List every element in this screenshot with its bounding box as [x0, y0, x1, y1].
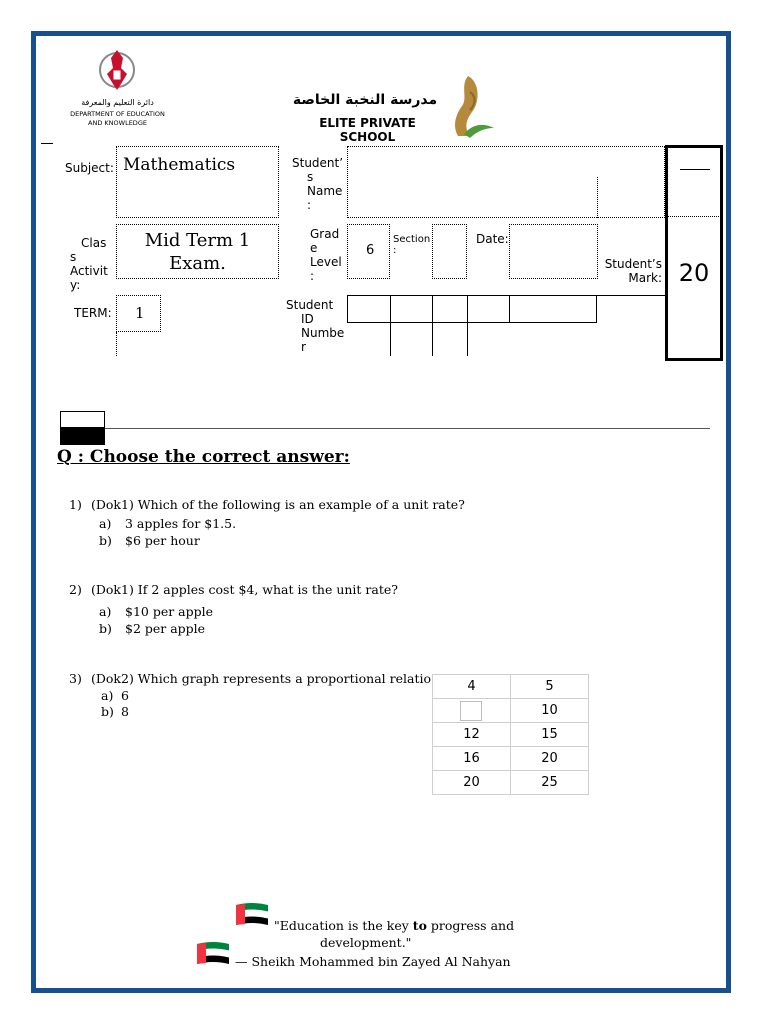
adek-english-line1: DEPARTMENT OF EDUCATION [70, 110, 165, 118]
section-field[interactable] [432, 224, 467, 279]
list-item[interactable]: a) 3 apples for $1.5. [99, 516, 237, 531]
uae-flag-icon [234, 901, 270, 927]
mark-fraction-line [680, 169, 710, 170]
table-row: 10 [433, 699, 589, 723]
table-row: 16 20 [433, 747, 589, 771]
adek-logo [60, 44, 175, 134]
falcon-emblem-icon [97, 44, 137, 96]
question-text: 1) (Dok1) Which of the following is an example of a unit rate? [69, 497, 465, 512]
name-field-divider [597, 177, 598, 218]
section-title: Q : Choose the correct answer: [57, 447, 350, 467]
subject-value: Mathematics [123, 155, 236, 175]
subject-label: Subject: [65, 161, 114, 175]
term-value: 1 [135, 304, 145, 322]
term-field-tail [116, 332, 117, 356]
term-label: TERM: [74, 306, 112, 320]
date-label: Date: [476, 232, 509, 246]
student-name-label: Student’ s Name : [292, 156, 344, 212]
uae-flag-icon [195, 940, 231, 966]
mark-row-line [597, 295, 665, 296]
date-field[interactable] [509, 224, 598, 279]
subject-field [116, 146, 279, 218]
grade-level-value: 6 [366, 243, 375, 258]
question-1 [69, 497, 669, 548]
class-activity-value-line1: Mid Term 1 [144, 230, 251, 251]
section-marker [60, 411, 105, 445]
student-id-label: Student ID Numbe r [286, 298, 345, 354]
grade-level-label: Grad e Level : [310, 227, 342, 283]
table-row: 4 5 [433, 675, 589, 699]
school-english-name: ELITE PRIVATE SCHOOL [319, 116, 416, 144]
student-mark-value: 20 [678, 259, 710, 287]
quote-line-2: development." [320, 935, 412, 950]
question-3 [69, 671, 432, 719]
table-row: 20 25 [433, 771, 589, 795]
school-logo [290, 70, 505, 144]
class-activity-value-line2: Exam. [169, 253, 226, 274]
list-item[interactable]: b) 8 [101, 704, 129, 719]
list-item[interactable]: a) 6 [101, 688, 129, 703]
question-2 [69, 582, 669, 636]
class-activity-label: Clas s Activit y: [70, 236, 108, 292]
student-mark-label: Student’s Mark: [604, 257, 662, 285]
mark-box-top-divider [665, 216, 723, 217]
section-label: Section : [393, 234, 431, 256]
question-text: 2) (Dok1) If 2 apples cost $4, what is the unit rate? [69, 582, 398, 597]
table-row: 12 15 [433, 723, 589, 747]
quote-line-1: "Education is the key to progress and [274, 918, 515, 933]
student-mark-box [665, 145, 723, 361]
list-item[interactable]: b) $2 per apple [99, 621, 206, 636]
student-id-field[interactable] [347, 295, 597, 356]
adek-arabic-text: دائرة التعليم والمعرفة [81, 98, 154, 107]
question-text: 3) (Dok2) Which graph represents a proportional relatio [69, 671, 432, 686]
class-activity-field [116, 224, 279, 279]
missing-value-cell[interactable] [433, 699, 511, 723]
margin-dash [41, 143, 53, 144]
list-item[interactable]: a) $10 per apple [99, 604, 214, 619]
student-name-field[interactable] [347, 146, 665, 218]
list-item[interactable]: b) $6 per hour [99, 533, 200, 548]
school-emblem-icon [446, 72, 496, 138]
term-field [116, 295, 161, 332]
adek-english-line2: AND KNOWLEDGE [88, 119, 147, 127]
answer-box[interactable] [460, 701, 482, 721]
grade-level-field [347, 224, 390, 279]
ratio-table [432, 674, 589, 795]
section-rule [105, 428, 710, 429]
quote-attribution: — Sheikh Mohammed bin Zayed Al Nahyan [235, 954, 511, 969]
school-arabic-name: مدرسة النخبة الخاصة [292, 92, 438, 108]
